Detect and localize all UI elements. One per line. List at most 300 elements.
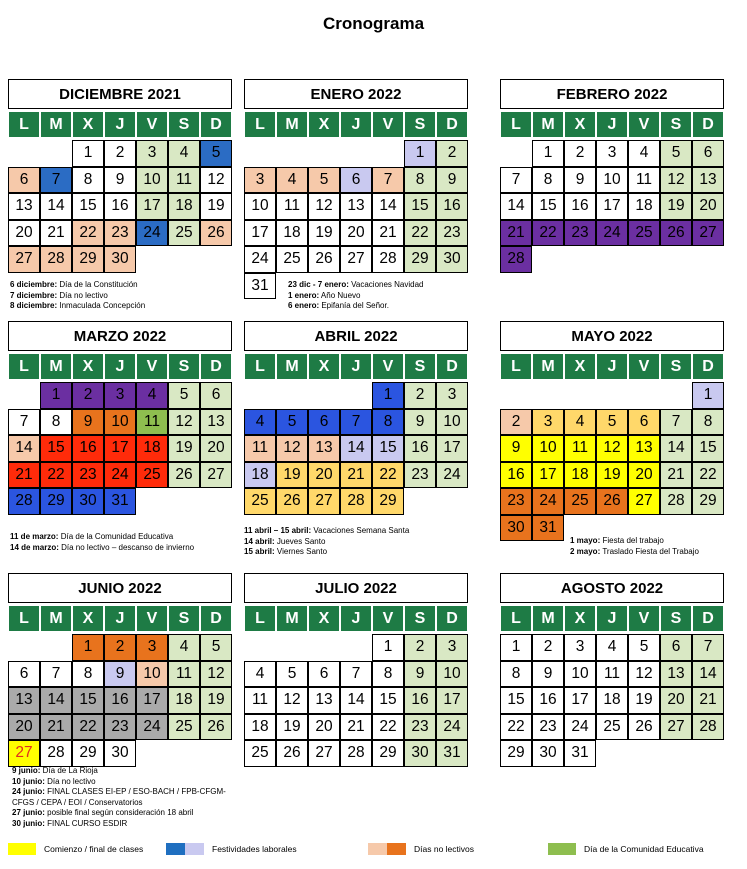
weekday-label: J [340, 605, 372, 632]
weekday-label: L [500, 111, 532, 138]
legend-swatch [387, 843, 406, 855]
note-line: 1 enero: Año Nuevo [288, 290, 361, 300]
day-cell: 27 [308, 740, 340, 767]
day-cell: 27 [692, 220, 724, 247]
day-cell: 17 [532, 462, 564, 489]
weekday-label: V [372, 353, 404, 380]
day-cell: 26 [168, 462, 200, 489]
day-cell: 16 [532, 687, 564, 714]
legend-label: Festividades laborales [212, 844, 297, 854]
day-cell: 4 [276, 167, 308, 194]
day-cell: 22 [72, 220, 104, 247]
day-cell: 6 [628, 409, 660, 436]
weekday-label: M [276, 605, 308, 632]
day-cell: 5 [308, 167, 340, 194]
day-cell: 16 [500, 462, 532, 489]
day-cell: 18 [244, 462, 276, 489]
day-cell: 25 [244, 488, 276, 515]
day-cell: 13 [628, 435, 660, 462]
weekday-label: V [372, 111, 404, 138]
day-cell: 28 [340, 740, 372, 767]
day-cell: 24 [564, 714, 596, 741]
month-junio-2022 [8, 573, 232, 767]
day-cell: 30 [104, 740, 136, 767]
day-cell: 16 [404, 435, 436, 462]
day-cell: 4 [596, 634, 628, 661]
day-cell: 8 [372, 409, 404, 436]
day-cell: 24 [532, 488, 564, 515]
weekday-label: L [244, 111, 276, 138]
day-cell: 23 [564, 220, 596, 247]
day-cell: 8 [692, 409, 724, 436]
day-grid [8, 634, 232, 767]
day-cell: 24 [436, 462, 468, 489]
weekday-label: M [276, 353, 308, 380]
weekday-label: S [404, 111, 436, 138]
weekday-label: V [136, 111, 168, 138]
month-title: FEBRERO 2022 [500, 79, 724, 109]
day-cell: 27 [628, 488, 660, 515]
day-cell: 24 [136, 714, 168, 741]
empty-cell [40, 140, 72, 167]
day-cell: 1 [404, 140, 436, 167]
legend-swatch [548, 843, 576, 855]
day-cell: 13 [8, 193, 40, 220]
day-cell: 21 [340, 462, 372, 489]
day-cell: 5 [660, 140, 692, 167]
day-cell: 26 [660, 220, 692, 247]
day-cell: 22 [404, 220, 436, 247]
weekday-label: L [244, 605, 276, 632]
month-mayo-2022 [500, 321, 724, 541]
note-line: 30 junio: FINAL CURSO ESDIR [12, 818, 128, 828]
day-grid [500, 634, 724, 767]
day-cell: 17 [244, 220, 276, 247]
day-cell: 10 [136, 167, 168, 194]
day-cell: 19 [200, 193, 232, 220]
day-cell: 20 [340, 220, 372, 247]
day-cell: 2 [104, 140, 136, 167]
day-cell: 14 [692, 661, 724, 688]
weekday-label: M [40, 111, 72, 138]
day-cell: 28 [660, 488, 692, 515]
weekday-label: X [308, 111, 340, 138]
empty-cell [244, 140, 276, 167]
notes-diciembre [10, 280, 240, 312]
legend-swatch [368, 843, 387, 855]
day-cell: 3 [532, 409, 564, 436]
day-cell: 7 [340, 409, 372, 436]
day-cell: 14 [372, 193, 404, 220]
day-cell: 5 [276, 409, 308, 436]
empty-cell [276, 140, 308, 167]
day-cell: 20 [308, 714, 340, 741]
day-cell: 21 [500, 220, 532, 247]
day-cell: 1 [72, 634, 104, 661]
day-cell: 23 [72, 462, 104, 489]
weekday-label: L [500, 353, 532, 380]
day-cell: 23 [104, 714, 136, 741]
empty-cell [660, 382, 692, 409]
weekday-header [500, 111, 724, 138]
weekday-label: X [564, 111, 596, 138]
weekday-label: J [596, 353, 628, 380]
weekday-label: M [532, 111, 564, 138]
month-diciembre-2021 [8, 79, 232, 273]
day-cell: 30 [404, 740, 436, 767]
day-cell: 9 [500, 435, 532, 462]
day-cell: 1 [500, 634, 532, 661]
weekday-label: X [72, 605, 104, 632]
day-cell: 2 [564, 140, 596, 167]
weekday-label: D [200, 605, 232, 632]
day-cell: 24 [244, 246, 276, 273]
day-grid [8, 140, 232, 273]
day-cell: 18 [276, 220, 308, 247]
day-cell: 17 [596, 193, 628, 220]
day-cell: 13 [660, 661, 692, 688]
day-cell: 14 [40, 687, 72, 714]
month-enero-2022 [244, 79, 468, 299]
day-cell: 8 [532, 167, 564, 194]
weekday-label: L [8, 111, 40, 138]
day-cell: 8 [404, 167, 436, 194]
day-cell: 22 [692, 462, 724, 489]
day-cell: 14 [340, 435, 372, 462]
day-cell: 31 [104, 488, 136, 515]
page-title: Cronograma [322, 14, 425, 33]
day-cell: 29 [692, 488, 724, 515]
day-cell: 20 [692, 193, 724, 220]
notes-marzo [10, 532, 240, 553]
day-cell: 22 [40, 462, 72, 489]
weekday-label: S [660, 353, 692, 380]
note-line: 14 abril: Jueves Santo [244, 536, 326, 546]
day-cell: 25 [276, 246, 308, 273]
day-cell: 20 [308, 462, 340, 489]
month-title: ENERO 2022 [244, 79, 468, 109]
empty-cell [276, 634, 308, 661]
day-cell: 17 [136, 193, 168, 220]
day-cell: 19 [596, 462, 628, 489]
day-cell: 18 [244, 714, 276, 741]
weekday-label: J [104, 353, 136, 380]
weekday-label: S [404, 353, 436, 380]
day-cell: 18 [168, 687, 200, 714]
day-cell: 22 [72, 714, 104, 741]
day-cell: 12 [200, 167, 232, 194]
empty-cell [40, 634, 72, 661]
day-cell: 2 [404, 634, 436, 661]
day-cell: 30 [500, 515, 532, 542]
day-cell: 28 [40, 246, 72, 273]
day-cell: 11 [564, 435, 596, 462]
day-cell: 3 [564, 634, 596, 661]
day-cell: 15 [500, 687, 532, 714]
weekday-header [8, 605, 232, 632]
note-line: 24 junio: FINAL CLASES EI-EP / ESO-BACH / FPB-CFGM-CFGS / CEPA / EOI / Conservatorios [12, 787, 226, 807]
day-cell: 1 [692, 382, 724, 409]
note-line: 6 diciembre: Día de la Constitución [10, 280, 138, 289]
day-cell: 5 [276, 661, 308, 688]
legend-swatch [185, 843, 204, 855]
day-cell: 25 [136, 462, 168, 489]
day-cell: 25 [564, 488, 596, 515]
notes-enero [288, 280, 498, 312]
empty-cell [340, 382, 372, 409]
weekday-label: J [104, 111, 136, 138]
day-cell: 27 [8, 740, 40, 767]
day-grid [244, 382, 468, 515]
day-cell: 15 [532, 193, 564, 220]
day-cell: 16 [72, 435, 104, 462]
day-cell: 9 [404, 409, 436, 436]
day-cell: 15 [40, 435, 72, 462]
weekday-label: M [532, 353, 564, 380]
day-cell: 24 [436, 714, 468, 741]
weekday-label: X [72, 111, 104, 138]
day-cell: 27 [308, 488, 340, 515]
day-cell: 8 [372, 661, 404, 688]
weekday-label: V [136, 353, 168, 380]
weekday-label: V [136, 605, 168, 632]
weekday-label: L [8, 353, 40, 380]
day-cell: 6 [308, 661, 340, 688]
weekday-label: X [564, 353, 596, 380]
day-cell: 12 [628, 661, 660, 688]
day-cell: 18 [628, 193, 660, 220]
day-cell: 12 [596, 435, 628, 462]
day-cell: 4 [564, 409, 596, 436]
day-cell: 10 [436, 661, 468, 688]
empty-cell [500, 140, 532, 167]
day-cell: 6 [8, 661, 40, 688]
day-cell: 25 [168, 220, 200, 247]
day-cell: 5 [168, 382, 200, 409]
weekday-label: V [628, 605, 660, 632]
day-cell: 4 [136, 382, 168, 409]
day-cell: 4 [244, 409, 276, 436]
month-agosto-2022 [500, 573, 724, 767]
day-cell: 17 [136, 687, 168, 714]
day-cell: 29 [500, 740, 532, 767]
day-cell: 20 [628, 462, 660, 489]
day-cell: 10 [596, 167, 628, 194]
day-cell: 26 [596, 488, 628, 515]
day-cell: 2 [436, 140, 468, 167]
day-cell: 20 [8, 714, 40, 741]
day-cell: 30 [532, 740, 564, 767]
weekday-label: V [372, 605, 404, 632]
day-cell: 10 [532, 435, 564, 462]
day-cell: 22 [500, 714, 532, 741]
day-cell: 18 [168, 193, 200, 220]
day-cell: 16 [104, 687, 136, 714]
day-cell: 13 [8, 687, 40, 714]
day-cell: 25 [596, 714, 628, 741]
day-cell: 8 [72, 661, 104, 688]
day-cell: 23 [436, 220, 468, 247]
day-cell: 3 [436, 634, 468, 661]
day-cell: 1 [372, 634, 404, 661]
weekday-label: S [168, 605, 200, 632]
day-cell: 27 [660, 714, 692, 741]
empty-cell [340, 634, 372, 661]
day-cell: 15 [372, 435, 404, 462]
day-cell: 29 [404, 246, 436, 273]
weekday-label: V [628, 353, 660, 380]
day-cell: 22 [372, 714, 404, 741]
legend-comienzo [8, 842, 143, 856]
day-cell: 6 [692, 140, 724, 167]
day-cell: 2 [500, 409, 532, 436]
day-cell: 28 [500, 246, 532, 273]
month-febrero-2022 [500, 79, 724, 273]
day-cell: 31 [244, 273, 276, 300]
day-cell: 1 [40, 382, 72, 409]
day-cell: 11 [244, 435, 276, 462]
notes-abril [244, 526, 484, 558]
day-cell: 29 [72, 740, 104, 767]
note-line: 8 diciembre: Inmaculada Concepción [10, 301, 146, 310]
day-cell: 12 [276, 435, 308, 462]
weekday-label: S [168, 111, 200, 138]
day-cell: 28 [340, 488, 372, 515]
day-cell: 15 [692, 435, 724, 462]
legend-no-lectivos [368, 842, 474, 856]
day-cell: 19 [276, 462, 308, 489]
day-cell: 7 [500, 167, 532, 194]
month-title: JULIO 2022 [244, 573, 468, 603]
day-cell: 14 [40, 193, 72, 220]
day-cell: 26 [308, 246, 340, 273]
day-cell: 4 [168, 634, 200, 661]
empty-cell [8, 382, 40, 409]
month-title: MARZO 2022 [8, 321, 232, 351]
day-cell: 27 [200, 462, 232, 489]
day-grid [244, 140, 468, 299]
note-line: 2 mayo: Traslado Fiesta del Trabajo [570, 546, 699, 556]
day-cell: 15 [72, 193, 104, 220]
day-cell: 18 [596, 687, 628, 714]
empty-cell [308, 140, 340, 167]
day-cell: 28 [372, 246, 404, 273]
day-cell: 25 [244, 740, 276, 767]
day-cell: 21 [8, 462, 40, 489]
day-cell: 26 [200, 220, 232, 247]
day-cell: 11 [244, 687, 276, 714]
month-title: DICIEMBRE 2021 [8, 79, 232, 109]
day-cell: 13 [308, 687, 340, 714]
day-cell: 9 [564, 167, 596, 194]
empty-cell [596, 382, 628, 409]
day-cell: 9 [436, 167, 468, 194]
day-cell: 16 [104, 193, 136, 220]
month-title: MAYO 2022 [500, 321, 724, 351]
month-title: AGOSTO 2022 [500, 573, 724, 603]
weekday-header [244, 111, 468, 138]
weekday-label: D [200, 353, 232, 380]
day-cell: 13 [340, 193, 372, 220]
day-cell: 7 [40, 167, 72, 194]
day-cell: 19 [308, 220, 340, 247]
day-cell: 26 [276, 488, 308, 515]
day-cell: 18 [564, 462, 596, 489]
notes-mayo [570, 536, 745, 557]
day-cell: 6 [340, 167, 372, 194]
day-cell: 23 [404, 462, 436, 489]
note-line: 14 de marzo: Día no lectivo – descanso de invierno [10, 542, 195, 552]
day-cell: 26 [628, 714, 660, 741]
legend-swatch [8, 843, 36, 855]
day-cell: 4 [628, 140, 660, 167]
day-cell: 16 [404, 687, 436, 714]
empty-cell [340, 140, 372, 167]
day-cell: 11 [628, 167, 660, 194]
day-cell: 11 [136, 409, 168, 436]
day-cell: 23 [500, 488, 532, 515]
day-cell: 12 [660, 167, 692, 194]
day-cell: 20 [200, 435, 232, 462]
weekday-label: L [8, 605, 40, 632]
day-grid [500, 382, 724, 541]
day-cell: 1 [72, 140, 104, 167]
weekday-header [500, 353, 724, 380]
day-cell: 17 [436, 435, 468, 462]
day-cell: 19 [628, 687, 660, 714]
weekday-label: S [168, 353, 200, 380]
day-cell: 18 [136, 435, 168, 462]
day-cell: 17 [564, 687, 596, 714]
weekday-label: D [692, 353, 724, 380]
day-cell: 3 [104, 382, 136, 409]
day-cell: 21 [340, 714, 372, 741]
day-cell: 5 [596, 409, 628, 436]
weekday-header [244, 605, 468, 632]
month-marzo-2022 [8, 321, 232, 515]
day-cell: 24 [136, 220, 168, 247]
legend-festividades [166, 842, 297, 856]
day-cell: 28 [692, 714, 724, 741]
day-cell: 26 [200, 714, 232, 741]
day-cell: 14 [340, 687, 372, 714]
day-grid [8, 382, 232, 515]
weekday-label: D [436, 605, 468, 632]
empty-cell [564, 382, 596, 409]
empty-cell [8, 634, 40, 661]
day-cell: 11 [276, 193, 308, 220]
day-cell: 7 [8, 409, 40, 436]
empty-cell [8, 140, 40, 167]
legend-label: Día de la Comunidad Educativa [584, 844, 704, 854]
weekday-header [8, 111, 232, 138]
weekday-label: D [692, 605, 724, 632]
day-cell: 17 [104, 435, 136, 462]
day-cell: 1 [372, 382, 404, 409]
day-cell: 13 [200, 409, 232, 436]
weekday-label: J [340, 353, 372, 380]
weekday-label: S [404, 605, 436, 632]
day-cell: 3 [244, 167, 276, 194]
day-cell: 29 [372, 740, 404, 767]
weekday-label: D [436, 111, 468, 138]
day-cell: 4 [244, 661, 276, 688]
day-cell: 28 [40, 740, 72, 767]
weekday-label: D [200, 111, 232, 138]
weekday-label: V [628, 111, 660, 138]
day-cell: 19 [200, 687, 232, 714]
day-cell: 27 [8, 246, 40, 273]
